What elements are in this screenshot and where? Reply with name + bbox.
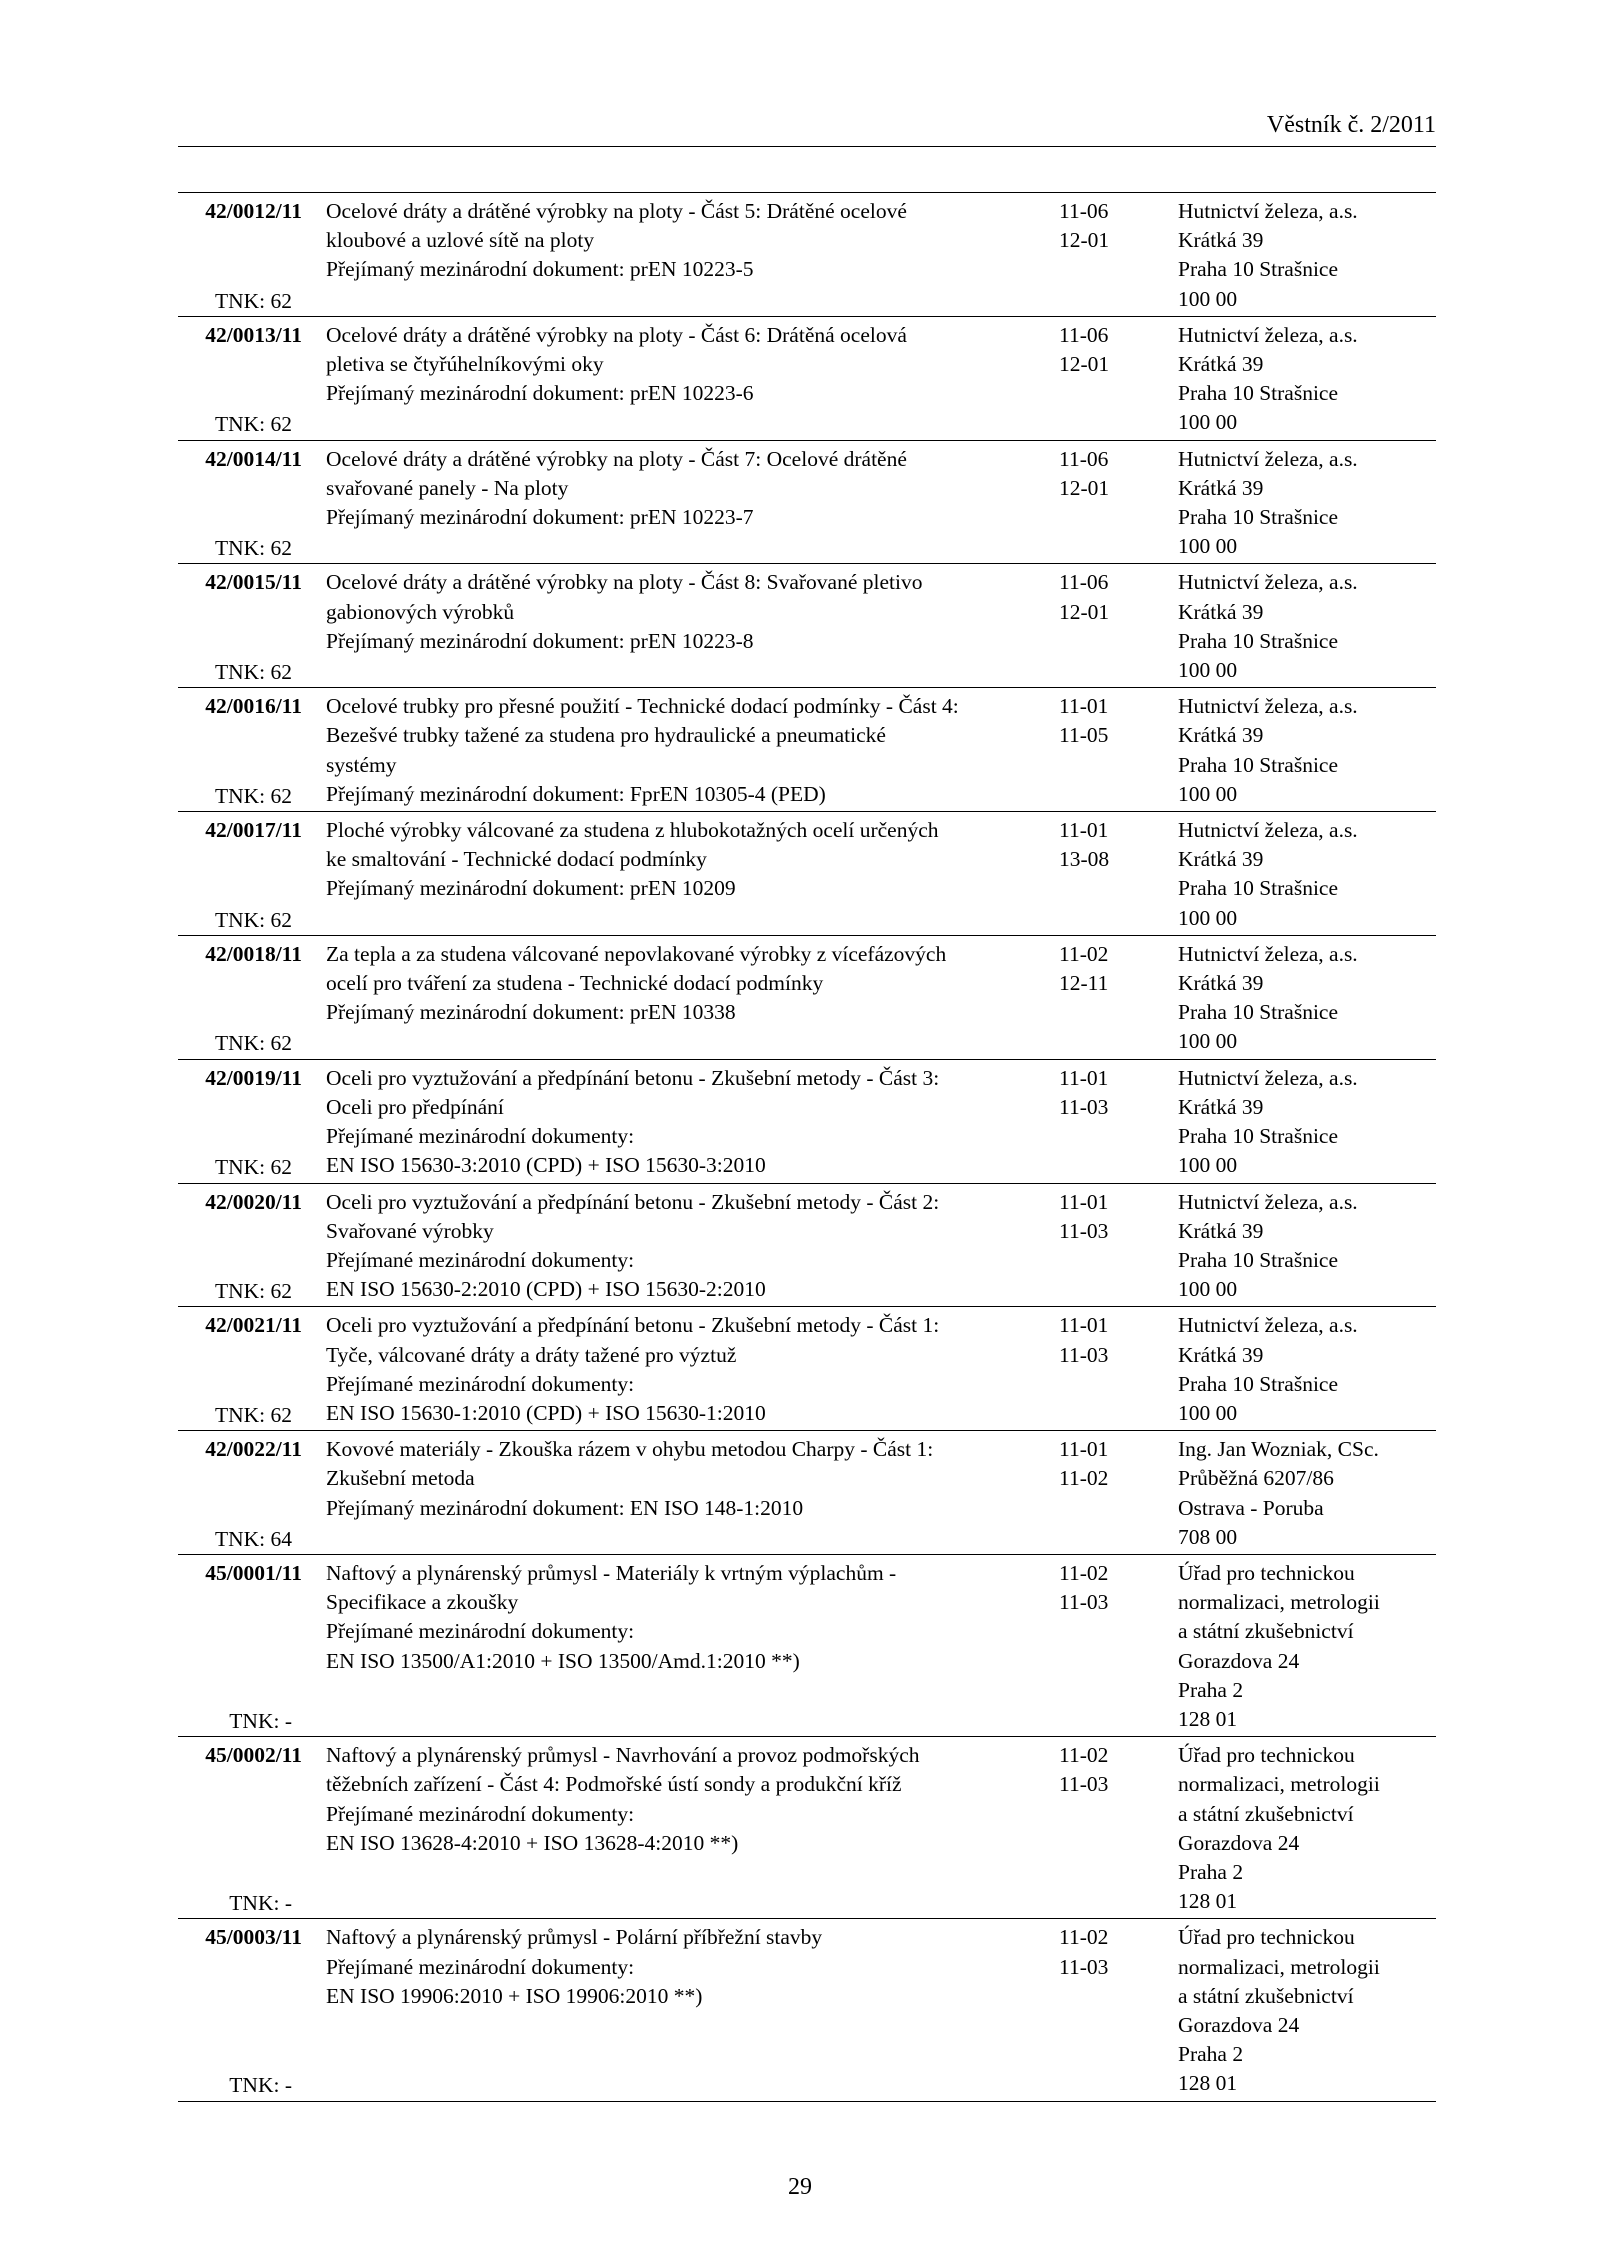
record-title-line: [326, 408, 1206, 437]
record-title-line: [326, 2040, 1206, 2069]
record-code: 11-02: [1059, 941, 1109, 966]
record-code: 11-02: [1059, 1925, 1109, 1950]
record-title-line: [326, 1858, 1206, 1887]
record-row: [178, 1307, 1436, 1431]
record-id: 42/0015/11: [205, 570, 302, 595]
record-address-line: Krátká 39: [1178, 475, 1264, 500]
record-row: [178, 812, 1436, 936]
record-address-line: Gorazdova 24: [1178, 2012, 1300, 2037]
record-title-line: těžebních zařízení - Část 4: Podmořské ústí sondy a produkční kříž: [326, 1772, 902, 1797]
record-tnk: TNK: 62: [214, 412, 292, 437]
record-codes: [1059, 568, 1109, 626]
record-id: 45/0003/11: [205, 1925, 302, 1950]
record-tnk: TNK: 62: [214, 536, 292, 561]
record-id-column: [178, 1064, 302, 1183]
record-title-line: [326, 285, 1206, 314]
record-address-line: Gorazdova 24: [1178, 1648, 1300, 1673]
record-address: [1178, 197, 1358, 314]
record-title-line: [326, 904, 1206, 933]
record-address: [1178, 321, 1358, 438]
record-address: [1178, 1064, 1358, 1181]
record-id: 42/0018/11: [205, 941, 302, 966]
record-id-column: [178, 1741, 302, 1918]
record-address-line: 128 01: [1178, 2071, 1238, 2096]
record-address-line: Praha 2: [1178, 2042, 1244, 2067]
record-title-line: Ocelové dráty a drátěné výrobky na ploty - Část 7: Ocelové drátěné: [326, 446, 907, 471]
record-title-line: ocelí pro tváření za studena - Technické dodací podmínky: [326, 971, 824, 996]
record-id: 42/0020/11: [205, 1189, 302, 1214]
record-row: [178, 441, 1436, 565]
record-codes: [1059, 1923, 1108, 1981]
record-codes: [1059, 940, 1108, 998]
record-address-line: 100 00: [1178, 905, 1238, 930]
record-id-column: [178, 1435, 302, 1554]
record-address: [1178, 1311, 1358, 1428]
record-title-line: Oceli pro vyztužování a předpínání betonu - Zkušební metody - Část 1:: [326, 1313, 940, 1338]
record-title-line: Tyče, válcované dráty a dráty tažené pro výztuž: [326, 1342, 737, 1367]
record-row: [178, 1737, 1436, 1919]
record-title-line: Přejímané mezinárodní dokumenty:: [326, 1124, 635, 1149]
record-title-line: [326, 1676, 1206, 1705]
record-address-line: Hutnictví železa, a.s.: [1178, 446, 1358, 471]
record-address-line: Hutnictví železa, a.s.: [1178, 570, 1358, 595]
record-tnk: TNK: 62: [214, 783, 292, 808]
record-id: 42/0013/11: [205, 322, 302, 347]
page-header: [178, 110, 1436, 147]
record-address-line: Praha 10 Strašnice: [1178, 752, 1339, 777]
record-address-line: Praha 10 Strašnice: [1178, 381, 1339, 406]
record-address-line: Praha 10 Strašnice: [1178, 1247, 1339, 1272]
record-row: [178, 1184, 1436, 1308]
record-address-line: a státní zkušebnictví: [1178, 1619, 1354, 1644]
record-title-line: Oceli pro vyztužování a předpínání betonu - Zkušební metody - Část 3:: [326, 1065, 940, 1090]
record-tnk: TNK: 62: [214, 1031, 292, 1056]
record-address-line: Úřad pro technickou: [1178, 1743, 1355, 1768]
record-address-line: Krátká 39: [1178, 1342, 1264, 1367]
record-address: [1178, 1188, 1358, 1305]
record-address-line: 100 00: [1178, 658, 1238, 683]
record-row: [178, 1919, 1436, 2100]
record-address-line: 708 00: [1178, 1524, 1238, 1549]
record-codes: [1059, 321, 1109, 379]
record-address-line: Krátká 39: [1178, 228, 1264, 253]
record-code: 11-03: [1059, 1094, 1109, 1119]
record-id-column: [178, 197, 302, 316]
record-address: [1178, 1741, 1380, 1916]
record-title-line: Za tepla a za studena válcované nepovlakované výrobky z vícefázových: [326, 941, 947, 966]
record-tnk: TNK: 64: [214, 1526, 292, 1551]
record-address-line: normalizaci, metrologii: [1178, 1590, 1380, 1615]
record-id-column: [178, 568, 302, 687]
record-code: 11-02: [1059, 1466, 1109, 1491]
record-id: 45/0002/11: [205, 1743, 302, 1768]
record-id-column: [178, 692, 302, 811]
record-title-line: Přejímané mezinárodní dokumenty:: [326, 1801, 635, 1826]
record-address-line: Krátká 39: [1178, 599, 1264, 624]
record-address-line: Průběžná 6207/86: [1178, 1466, 1334, 1491]
record-address: [1178, 1559, 1380, 1734]
record-address-line: Hutnictví železa, a.s.: [1178, 818, 1358, 843]
record-id-column: [178, 445, 302, 564]
record-title-line: Ocelové trubky pro přesné použití - Technické dodací podmínky - Část 4:: [326, 694, 959, 719]
record-title-line: Přejímané mezinárodní dokumenty:: [326, 1619, 635, 1644]
record-id: 42/0021/11: [205, 1313, 302, 1338]
record-title-line: Přejímané mezinárodní dokumenty:: [326, 1954, 635, 1979]
record-row: [178, 193, 1436, 317]
record-code: 11-03: [1059, 1772, 1109, 1797]
record-tnk: TNK: 62: [214, 907, 292, 932]
record-code: 11-02: [1059, 1743, 1109, 1768]
record-address-line: Praha 10 Strašnice: [1178, 257, 1339, 282]
record-address-line: 100 00: [1178, 781, 1238, 806]
record-title-line: Přejímaný mezinárodní dokument: prEN 10223-5: [326, 257, 754, 282]
record-address-line: 128 01: [1178, 1889, 1238, 1914]
record-address: [1178, 1435, 1379, 1552]
record-address-line: 128 01: [1178, 1706, 1238, 1731]
record-title-line: Bezešvé trubky tažené za studena pro hydraulické a pneumatické: [326, 723, 886, 748]
record-address-line: Hutnictví železa, a.s.: [1178, 1189, 1358, 1214]
record-address-line: Krátká 39: [1178, 1218, 1264, 1243]
record-title-line: EN ISO 13500/A1:2010 + ISO 13500/Amd.1:2010 **): [326, 1648, 800, 1673]
record-address-line: Hutnictví železa, a.s.: [1178, 694, 1358, 719]
record-address: [1178, 940, 1358, 1057]
record-address-line: 100 00: [1178, 1400, 1238, 1425]
record-address: [1178, 568, 1358, 685]
record-address-line: Praha 2: [1178, 1859, 1244, 1884]
record-title-line: Přejímané mezinárodní dokumenty:: [326, 1247, 635, 1272]
record-title-line: [326, 2011, 1206, 2040]
record-codes: [1059, 1188, 1108, 1246]
record-title-line: Naftový a plynárenský průmysl - Polární příbřežní stavby: [326, 1925, 823, 1950]
record-title-line: Ocelové dráty a drátěné výrobky na ploty - Část 6: Drátěná ocelová: [326, 322, 907, 347]
record-address-line: 100 00: [1178, 534, 1238, 559]
record-address-line: Krátká 39: [1178, 352, 1264, 377]
journal-title: Věstník č. 2/2011: [1266, 112, 1436, 138]
record-title-line: Oceli pro vyztužování a předpínání betonu - Zkušební metody - Část 2:: [326, 1189, 940, 1214]
record-title-line: Zkušební metoda: [326, 1466, 475, 1491]
record-id: 42/0012/11: [205, 199, 302, 223]
record-address: [1178, 816, 1358, 933]
record-title-line: Přejímaný mezinárodní dokument: prEN 10223-7: [326, 505, 754, 530]
record-title-line: EN ISO 19906:2010 + ISO 19906:2010 **): [326, 1983, 703, 2008]
record-tnk: TNK: 62: [214, 660, 292, 685]
record-address-line: normalizaci, metrologii: [1178, 1772, 1380, 1797]
record-address-line: Praha 10 Strašnice: [1178, 1371, 1339, 1396]
record-code: 11-06: [1059, 322, 1109, 347]
record-code: 12-11: [1059, 971, 1109, 996]
record-code: 11-01: [1059, 1065, 1109, 1090]
record-codes: [1059, 692, 1108, 750]
record-address-line: 100 00: [1178, 286, 1238, 311]
record-row: [178, 1555, 1436, 1737]
record-tnk: TNK: 62: [214, 1402, 292, 1427]
record-title-line: ke smaltování - Technické dodací podmínky: [326, 847, 707, 872]
record-id: 42/0014/11: [205, 446, 302, 471]
record-row: [178, 1060, 1436, 1184]
record-title-line: EN ISO 13628-4:2010 + ISO 13628-4:2010 **): [326, 1830, 739, 1855]
record-title-line: Ocelové dráty a drátěné výrobky na ploty - Část 8: Svařované pletivo: [326, 570, 923, 595]
record-code: 11-02: [1059, 1560, 1109, 1585]
record-address-line: Praha 10 Strašnice: [1178, 1000, 1339, 1025]
record-id-column: [178, 940, 302, 1059]
record-address-line: Hutnictví železa, a.s.: [1178, 1313, 1358, 1338]
record-address-line: Hutnictví železa, a.s.: [1178, 941, 1358, 966]
record-row: [178, 1431, 1436, 1555]
record-address-line: Ing. Jan Wozniak, CSc.: [1178, 1437, 1379, 1462]
record-id: 42/0017/11: [205, 818, 302, 843]
record-row: [178, 317, 1436, 441]
record-address: [1178, 1923, 1380, 2098]
record-title-line: Oceli pro předpínání: [326, 1094, 504, 1119]
record-code: 11-03: [1059, 1954, 1109, 1979]
record-title-line: kloubové a uzlové sítě na ploty: [326, 228, 595, 253]
record-title-line: Kovové materiály - Zkouška rázem v ohybu metodou Charpy - Část 1:: [326, 1437, 934, 1462]
record-address-line: 100 00: [1178, 1277, 1238, 1302]
record-code: 13-08: [1059, 847, 1110, 872]
record-title-line: pletiva se čtyřúhelníkovými oky: [326, 352, 604, 377]
record-codes: [1059, 1741, 1108, 1799]
record-code: 12-01: [1059, 475, 1110, 500]
record-title-line: [326, 656, 1206, 685]
record-title-line: [326, 1705, 1206, 1734]
record-title-line: Ocelové dráty a drátěné výrobky na ploty - Část 5: Drátěné ocelové: [326, 199, 907, 223]
record-title-line: systémy: [326, 752, 397, 777]
record-codes: [1059, 1064, 1108, 1122]
record-tnk: TNK: -: [229, 1891, 292, 1916]
record-id: 42/0022/11: [205, 1437, 302, 1462]
record-address-line: Hutnictví železa, a.s.: [1178, 1065, 1358, 1090]
record-address: [1178, 445, 1358, 562]
record-address-line: Hutnictví železa, a.s.: [1178, 322, 1358, 347]
record-id: 42/0016/11: [205, 694, 302, 719]
record-tnk: TNK: 62: [214, 1279, 292, 1304]
record-address-line: a státní zkušebnictví: [1178, 1983, 1354, 2008]
record-title-line: Přejímaný mezinárodní dokument: prEN 10338: [326, 1000, 736, 1025]
record-title-line: Přejímaný mezinárodní dokument: prEN 10209: [326, 876, 736, 901]
record-address-line: Praha 2: [1178, 1677, 1244, 1702]
record-code: 11-03: [1059, 1590, 1109, 1615]
record-codes: [1059, 1311, 1108, 1369]
record-title-line: [326, 532, 1206, 561]
record-title-line: EN ISO 15630-1:2010 (CPD) + ISO 15630-1:2010: [326, 1400, 766, 1425]
record-row: [178, 936, 1436, 1060]
record-address-line: Krátká 39: [1178, 1094, 1264, 1119]
record-address: [1178, 692, 1358, 809]
record-address-line: Gorazdova 24: [1178, 1830, 1300, 1855]
record-address-line: Praha 10 Strašnice: [1178, 876, 1339, 901]
record-code: 11-01: [1059, 818, 1109, 843]
record-tnk: TNK: -: [229, 2073, 292, 2098]
record-code: 12-01: [1059, 228, 1110, 253]
record-id-column: [178, 1188, 302, 1307]
records-table: [178, 192, 1436, 2102]
record-title-line: Specifikace a zkoušky: [326, 1590, 519, 1615]
record-code: 11-01: [1059, 1313, 1109, 1338]
record-address-line: Praha 10 Strašnice: [1178, 505, 1339, 530]
record-title-line: Přejímané mezinárodní dokumenty:: [326, 1371, 635, 1396]
record-code: 12-01: [1059, 352, 1110, 377]
record-id-column: [178, 1559, 302, 1736]
record-address-line: Úřad pro technickou: [1178, 1560, 1355, 1585]
record-title-line: [326, 1027, 1206, 1056]
record-code: 12-01: [1059, 599, 1110, 624]
record-title-line: Ploché výrobky válcované za studena z hlubokotažných ocelí určených: [326, 818, 939, 843]
record-address-line: Praha 10 Strašnice: [1178, 1124, 1339, 1149]
record-title-line: svařované panely - Na ploty: [326, 475, 569, 500]
record-title-line: Přejímaný mezinárodní dokument: prEN 10223-6: [326, 381, 754, 406]
record-tnk: TNK: 62: [214, 288, 292, 313]
record-title-line: [326, 1523, 1206, 1552]
record-id: 42/0019/11: [205, 1065, 302, 1090]
record-code: 11-01: [1059, 694, 1109, 719]
page-number: 29: [788, 2174, 812, 2200]
record-title-line: Přejímaný mezinárodní dokument: EN ISO 148-1:2010: [326, 1495, 804, 1520]
record-title-line: EN ISO 15630-2:2010 (CPD) + ISO 15630-2:2010: [326, 1277, 766, 1302]
record-title-line: [326, 1887, 1206, 1916]
record-codes: [1059, 445, 1109, 503]
record-address-line: Hutnictví železa, a.s.: [1178, 199, 1358, 223]
record-id-column: [178, 816, 302, 935]
record-title-line: Naftový a plynárenský průmysl - Materiály k vrtným výplachům -: [326, 1560, 897, 1585]
record-row: [178, 688, 1436, 812]
record-address-line: Úřad pro technickou: [1178, 1925, 1355, 1950]
record-title-line: gabionových výrobků: [326, 599, 515, 624]
record-address-line: 100 00: [1178, 410, 1238, 435]
record-address-line: Krátká 39: [1178, 723, 1264, 748]
record-row: [178, 564, 1436, 688]
record-id: 45/0001/11: [205, 1560, 302, 1585]
record-address-line: a státní zkušebnictví: [1178, 1801, 1354, 1826]
record-tnk: TNK: -: [229, 1708, 292, 1733]
record-title-line: Přejímaný mezinárodní dokument: prEN 10223-8: [326, 628, 754, 653]
record-address-line: Krátká 39: [1178, 971, 1264, 996]
record-address-line: Ostrava - Poruba: [1178, 1495, 1324, 1520]
record-code: 11-01: [1059, 1437, 1109, 1462]
record-code: 11-06: [1059, 446, 1109, 471]
record-code: 11-03: [1059, 1218, 1109, 1243]
record-code: 11-01: [1059, 1189, 1109, 1214]
record-id-column: [178, 1923, 302, 2100]
record-address-line: 100 00: [1178, 1153, 1238, 1178]
record-code: 11-06: [1059, 199, 1109, 223]
record-code: 11-03: [1059, 1342, 1109, 1367]
record-title-line: EN ISO 15630-3:2010 (CPD) + ISO 15630-3:2010: [326, 1153, 766, 1178]
record-tnk: TNK: 62: [214, 1155, 292, 1180]
record-codes: [1059, 197, 1109, 255]
record-title-line: [326, 2069, 1206, 2098]
record-id-column: [178, 321, 302, 440]
record-address-line: 100 00: [1178, 1029, 1238, 1054]
record-address-line: normalizaci, metrologii: [1178, 1954, 1380, 1979]
record-codes: [1059, 1435, 1108, 1493]
record-codes: [1059, 816, 1109, 874]
record-code: 11-05: [1059, 723, 1109, 748]
record-code: 11-06: [1059, 570, 1109, 595]
record-address-line: Praha 10 Strašnice: [1178, 628, 1339, 653]
record-title-line: Naftový a plynárenský průmysl - Navrhování a provoz podmořských: [326, 1743, 920, 1768]
record-title-line: Svařované výrobky: [326, 1218, 494, 1243]
record-codes: [1059, 1559, 1108, 1617]
record-address-line: Krátká 39: [1178, 847, 1264, 872]
record-id-column: [178, 1311, 302, 1430]
record-title-line: Přejímaný mezinárodní dokument: FprEN 10305-4 (PED): [326, 781, 826, 806]
